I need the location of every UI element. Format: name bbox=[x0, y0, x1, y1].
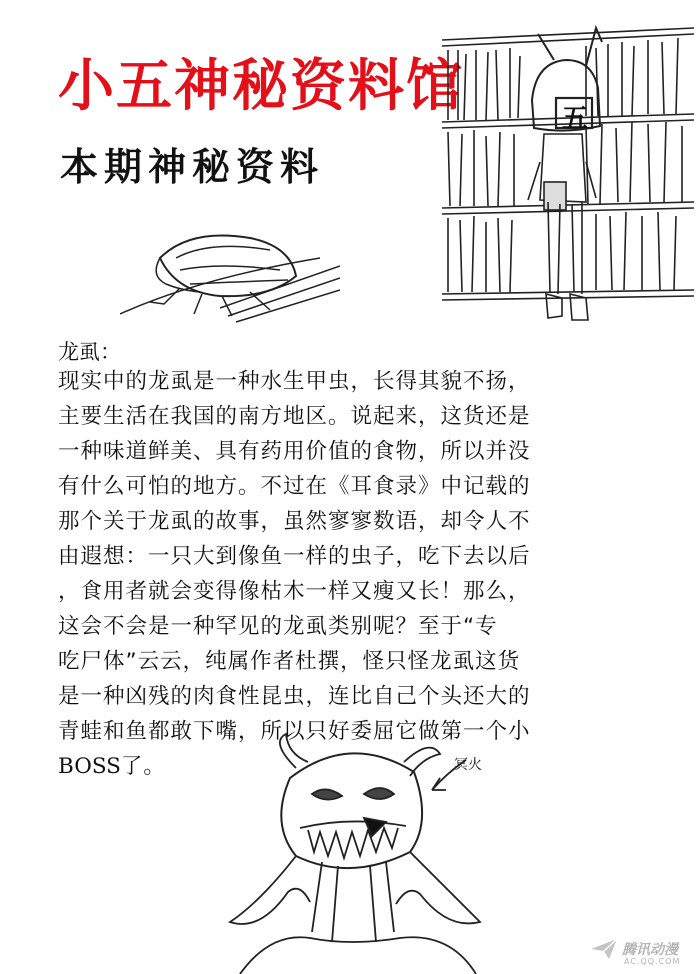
article-line: 现实中的龙虱是一种水生甲虫，长得其貌不扬， bbox=[58, 369, 531, 394]
watermark-url: AC.QQ.COM bbox=[624, 957, 681, 966]
beetle-illustration bbox=[120, 218, 340, 338]
bookshelf-character-illustration bbox=[436, 22, 698, 327]
article-line: 青蛙和鱼都敢下嘴，所以只好委屈它做第一个小 bbox=[58, 719, 531, 744]
article-line: 那个关于龙虱的故事，虽然寥寥数语，却令人不 bbox=[58, 509, 531, 534]
article-line: 主要生活在我国的南方地区。说起来，这货还是 bbox=[58, 404, 531, 429]
article-line: 有什么可怕的地方。不过在《耳食录》中记载的 bbox=[58, 474, 531, 499]
article-body bbox=[58, 364, 688, 784]
watermark bbox=[590, 938, 681, 966]
article-line: 一种味道鲜美、具有药用价值的食物，所以并没 bbox=[58, 439, 531, 464]
article-line: 吃尸体”云云，纯属作者杜撰，怪只怪龙虱这货 bbox=[58, 649, 521, 674]
article-line: 由遐想：一只大到像鱼一样的虫子，吃下去以后 bbox=[58, 544, 531, 569]
page-title: 小五神秘资料馆 bbox=[58, 54, 464, 119]
page-subtitle: 本期神秘资料 bbox=[60, 145, 325, 189]
watermark-name: 腾讯动漫 bbox=[622, 942, 678, 958]
helmet-glyph: 五 bbox=[562, 104, 589, 134]
article-latin-word: BOSS bbox=[58, 754, 121, 779]
article-line: ，食用者就会变得像枯木一样又瘦又长！那么， bbox=[58, 579, 531, 604]
article-heading: 龙虱： bbox=[58, 340, 121, 364]
article-line: 是一种凶残的肉食性昆虫，连比自己个头还大的 bbox=[58, 684, 531, 709]
monster-annotation: 冥火 bbox=[454, 757, 482, 773]
article-line: 这会不会是一种罕见的龙虱类别呢？至于“专 bbox=[58, 614, 498, 639]
paper-plane-icon bbox=[590, 938, 618, 960]
article-line-end: 了。 bbox=[120, 754, 166, 779]
